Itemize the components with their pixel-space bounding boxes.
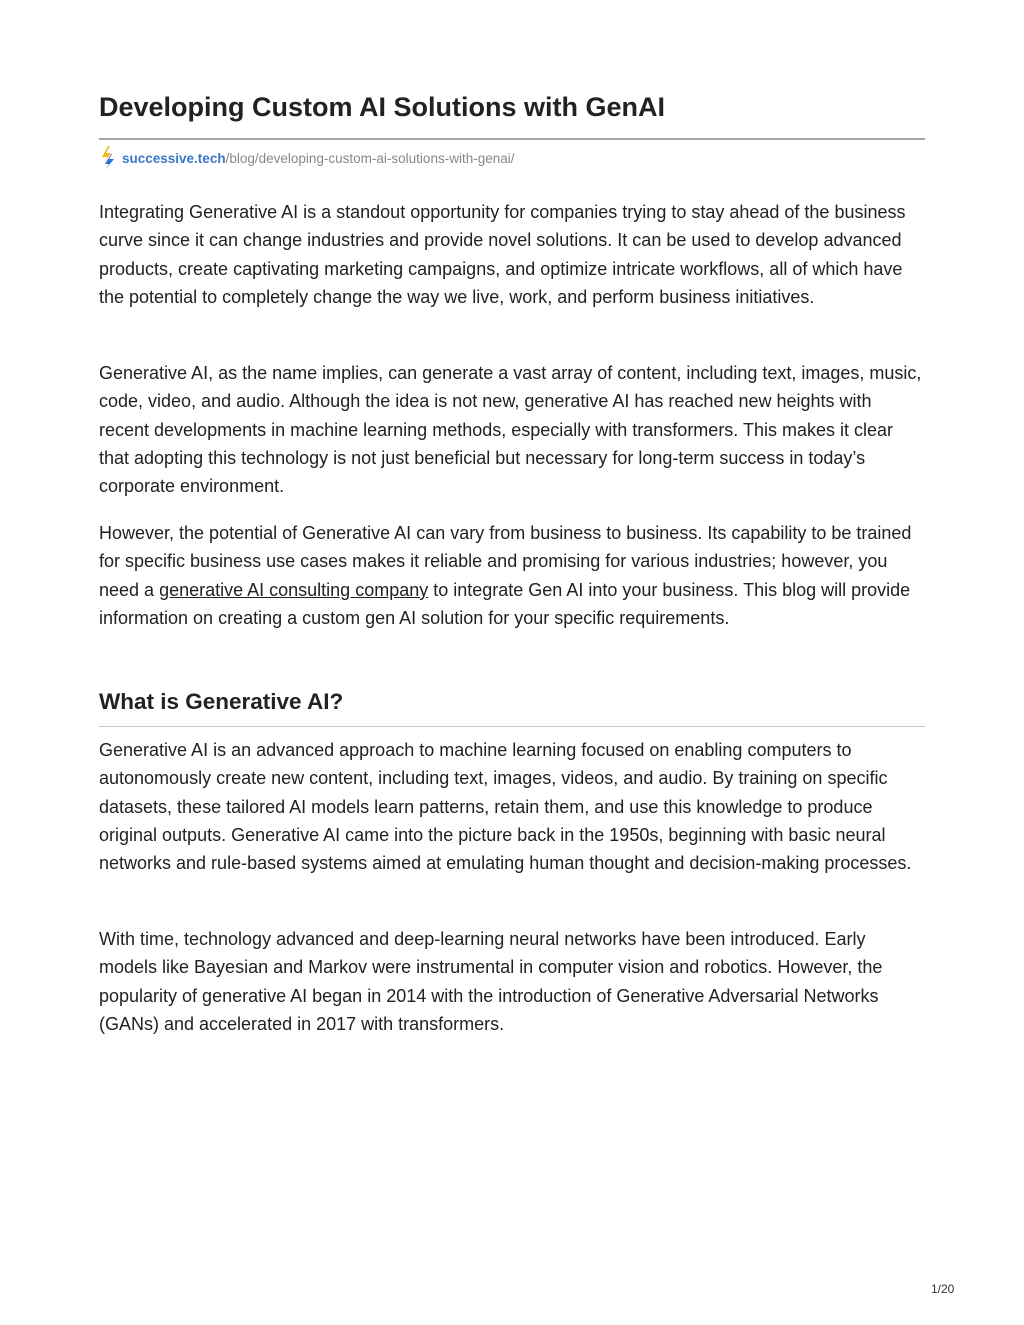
intro-paragraph-3 <box>99 519 925 632</box>
source-domain[interactable]: successive.tech <box>122 150 226 166</box>
page-number: 1/20 <box>931 1282 955 1296</box>
source-link[interactable] <box>99 146 514 170</box>
title-divider <box>99 138 925 140</box>
section-paragraph-1: Generative AI is an advanced approach to machine learning focused on enabling computers to autonomously create new content, including text, images, videos, and audio. By training on specific datasets, these tailored AI models learn patterns, retain them, and use this knowledge to produce original outputs. Generative AI came into the picture back in the 1950s, beginning with basic neural networks and rule-based systems aimed at emulating human thought and decision-making processes. <box>99 740 912 874</box>
successive-tech-logo-icon <box>99 146 116 170</box>
section-heading: What is Generative AI? <box>99 689 344 714</box>
consulting-company-link[interactable]: generative AI consulting company <box>159 579 429 600</box>
intro-paragraph-1: Integrating Generative AI is a standout opportunity for companies trying to stay ahead of the business curve since it can change industries and provide novel solutions. It can be used to develop advanced products, create captivating marketing campaigns, and optimize intricate workflows, all of which have the potential to completely change the way we live, work, and perform business initiatives. <box>99 202 906 307</box>
page-title: Developing Custom AI Solutions with GenAI <box>99 92 666 122</box>
source-path[interactable]: /blog/developing-custom-ai-solutions-with-genai/ <box>225 150 515 166</box>
intro-paragraph-2: Generative AI, as the name implies, can generate a vast array of content, including text, images, music, code, video, and audio. Although the idea is not new, generative AI has reached new heights with recent developments in machine learning methods, especially with transformers. This makes it clear that adopting this technology is not just beneficial but necessary for long-term success in today’s corporate environment. <box>99 363 922 497</box>
section-paragraph-2: With time, technology advanced and deep-learning neural networks have been introduced. Early models like Bayesian and Markov were instrumental in computer vision and robotics. However, the popularity of generative AI began in 2014 with the introduction of Generative Adversarial Networks (GANs) and accelerated in 2017 with transformers. <box>99 929 883 1034</box>
section-divider <box>99 726 925 727</box>
paragraph-text-after-link: to integrate Gen AI into your business. This blog will provide information on creating a custom gen AI solution for your specific requirements. <box>99 579 911 628</box>
paragraph-text-before-link: However, the potential of Generative AI can vary from business to business. Its capability to be trained for specific business use cases makes it reliable and promising for various industries; however, you need a <box>99 523 912 600</box>
